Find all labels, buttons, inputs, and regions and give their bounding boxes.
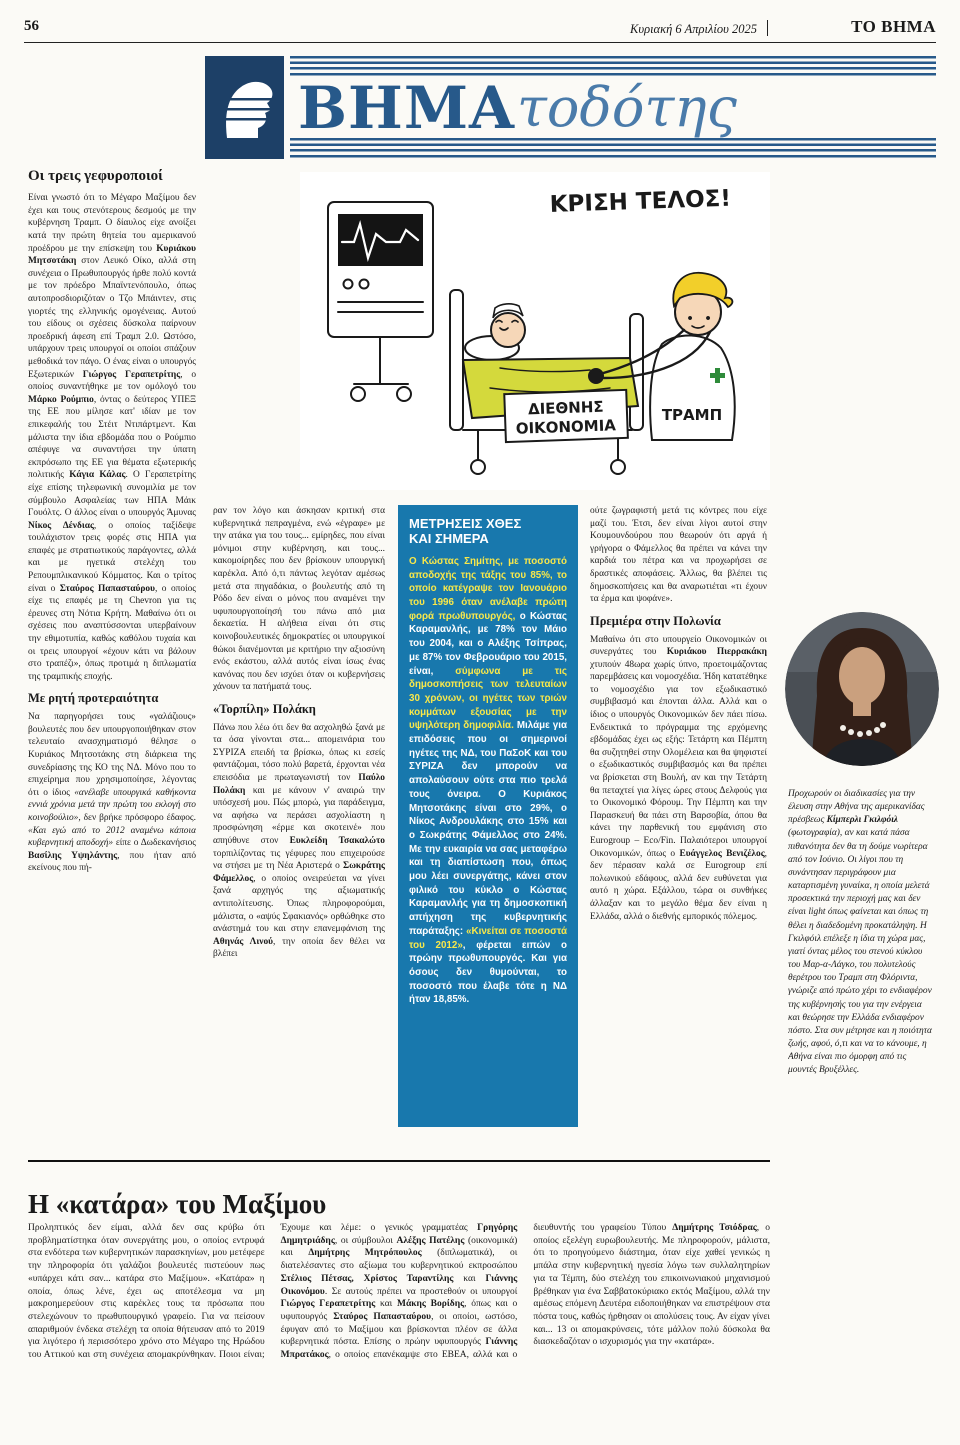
subheading-premiere-poland: Πρεμιέρα στην Πολωνία xyxy=(590,613,721,628)
masthead-logo-icon xyxy=(205,56,284,159)
page-header xyxy=(24,16,936,43)
left-column-article xyxy=(28,168,196,1166)
poll-box-body: Ο Κώστας Σημίτης, με ποσοστό αποδοχής της τάξης του 85%, το οποίο κατέγραψε τον Ιανουάριο του 1996 όταν ανέλαβε πρώτη φορά πρωθυπουργός, ο Κώστας Καραμανλής, με 78% τον Μάιο του 2004, και ο Αλέξης Τσίπρας, με 87% τον Φεβρουάριο του 2015, είναι, σύμφωνα με τις δημοσκοπήσεις των τελευταίων 30 χρόνων, οι ηγέτες των τριών κομμάτων εξουσίας με την υψηλότερη δημοφιλία. Μιλάμε για επιδόσεις που οι σημερινοί ηγέτες της ΝΔ, του ΠαΣοΚ και του ΣΥΡΙΖΑ δεν μπορούν να απολαύσουν ούτε στα πιο τρελά τους όνειρα. Ο Κυριάκος Μητσοτάκης είναι στο 29%, ο Νίκος Ανδρουλάκης στο 15% και ο Σωκράτης Φάμελλος στο 24%. Με την ευκαιρία να σας μεταφέρω και τη διαπίστωση που, όπως μου λέει συνεργάτης, κάνει στον φιλικό του κύκλο ο Κώστας Καραμανλής για τη δημοσκοπική απήχηση της κυβερνητικής παράταξης: «Κινείται σε ποσοστά του 2012», φέρεται ειπών ο πρώην πρωθυπουργός. Και για όσους δεν θυμούνται, το ποσοστό που έλαβε τότε η ΝΔ ήταν 18,85%. xyxy=(409,555,567,1006)
article-body: ραν τον λόγο και άσκησαν κριτική στα κυβερνητικά πεπραγμένα, ενώ «έγραφε» με την ατάκα για του τους... εμίρηδες, που είναι μόνιμοι στην κυβέρνηση, και τους... κακομοίρηδες που δεν βρίσκουν υπουργική καρέκλα. Από ό,τι πάντως λεγόταν αμέσως μετά στα πηγαδάκια, ο βουλευτής από τη Ρόδο δεν είναι ο μόνος που αναμένει την υφυπουργοποίησή του πάνω από μια δεκαετία. Η αλήθεια είναι ότι στις κοινοβουλευτικές δημοκρατίες οι υπουργικοί θώκοι διανέμονται με κριτήριο την αξιοσύνη ενός εκάστου, αλλά αυτός είναι ίσως ένας κανόνας που δεν ισχύει όταν οι κυβερνήσεις χάνουν τα πατήματά τους. xyxy=(213,506,385,693)
cartoon-speech-text: ΚΡΙΣΗ ΤΕΛΟΣ! xyxy=(549,185,732,218)
poll-box-heading-line2: ΚΑΙ ΣΗΜΕΡΑ xyxy=(409,530,489,546)
issue-date: Κυριακή 6 Απριλίου 2025 xyxy=(630,22,757,36)
subheading-priority: Με ρητή προτεραιότητα xyxy=(28,691,159,706)
bottom-article-body: Προληπτικός δεν είμαι, αλλά δεν σας κρύβω ότι προβληματίστηκα όταν συνεργάτης μου, ο οποίος εντρυφά στα ενδότερα των κυβερνητικών παρασκηνίων, μου μετέφερε την πληροφορία ότι γαλάζιοι βουλευτές πιστεύουν πως «υπάρχει κάτι σαν... κατάρα στο Μαξίμου». «Κατάρα» η οποία, όπως λένε, έχει ως αποτέλεσμα να μη μακροημερεύουν στις καρέκλες τους τα πρόσωπα που στελεχώνουν το πρωθυπουργικό γραφείο. Για να πείσουν απαριθμούν ένδεκα στελέχη τα οποία θήτευσαν από το 2019 για λιγότερο ή περισσότερο χρόνο στο Μέγαρο της Ηρώδου του Αττικού και στη συνέχεια απομακρύνθηκαν. Ποιοι είναι; Έχουμε και λέμε: ο γενικός γραμματέας Γρηγόρης Δημητριάδης, οι σύμβουλοι Αλέξης Πατέλης (οικονομικά) και Δημήτρης Μητρόπουλος (διπλωματικά), οι διατελέσαντες στο αξίωμα του κυβερνητικού εκπροσώπου Στέλιος Πέτσας, Χρίστος Ταραντίλης και Γιάννης Οικονόμου. Σε αυτούς πρέπει να προστεθούν οι υπουργοί Γιώργος Γεραπετρίτης και Μάκης Βορίδης, όπως και ο υφυπουργός Σταύρος Παπασταύρου, οι οποίοι, ωστόσο, έφυγαν από το Μαξίμου και βρίσκονται πλέον σε άλλα κυβερνητικά πόστα. Επίσης ο πρώην υφυπουργός Γιάννης Μπρατάκος, ο οποίος επανέκαμψε στο ΕΒΕΑ, αλλά και ο διευθυντής του γραφείου Τύπου Δημήτρης Τσιόδρας, ο οποίος εξελέγη ευρωβουλευτής. Με πληροφορούν, μάλιστα, ότι το προηγούμενο διάστημα, όταν είχε χαθεί γενικώς η μπάλα στην κυβερνητική ηγεσία λόγω των συλλαλητηρίων για τα Τέμπη, δύο στελέχη του επικοινωνιακού μηχανισμού βρέθηκαν για ένα Σαββατοκύριακο εκτός Μαξίμου, αλλά την αμέσως επόμενη Δευτέρα ειδοποιήθηκαν να επιστρέψουν στα πόστα τους, καθώς ήρθησαν οι απολύσεις τους. Αν είχαν γίνει και... 13 οι απομακρύνσεις, τότε μάλλον πολύ δύσκολα θα διασκεδαζόταν ο ισχυρισμός για την «κατάρα». xyxy=(28,1223,770,1361)
bottom-article-headline: Η «κατάρα» του Μαξίμου xyxy=(28,1189,327,1220)
masthead-banner xyxy=(290,56,936,159)
page-number: 56 xyxy=(24,18,39,34)
masthead-stripes-top xyxy=(290,56,936,77)
masthead-title-script: τοδότης xyxy=(517,77,737,138)
middle-column-a xyxy=(213,505,385,1163)
cartoon-trump-label: ΤΡΑΜΠ xyxy=(661,406,723,424)
bottom-article-rule xyxy=(28,1160,770,1162)
cartoon-bed-sign-line1: ΔΙΕΘΝΗΣ xyxy=(527,397,604,419)
article-body: Πάνω που λέω ότι δεν θα ασχοληθώ ξανά με τα όσα γίνονται στα... απομεινάρια του ΣΥΡΙΖΑ επειδή τα βρίσκω, όπως κι εσείς φαντάζομαι, τόσο πολύ βαρετά, έρχονται νέα επεισόδια με πρωταγωνιστή τον Παύλο Πολάκη και με κάνουν ν' αναιρώ την υπόσχεσή μου. Πώς μπορώ, για παράδειγμα, να αφήσω να περάσει ασχολίαστη η προσφώνηση «έρμε και σκοτεινέ» που απηύθυνε στον Ευκλείδη Τσακαλώτο τορπιλίζοντας τις γέφυρες που επιχειρούσε να στήσει με τη Νέα Αριστερά ο Σωκράτης Φάμελλος, ο οποίος ονειρεύεται να γίνει ξανά αρχηγός της αξιωματικής αντιπολίτευσης. Όπως πληροφορούμαι, μάλιστα, ο «αψύς Σφακιανός» ορθώθηκε στο ανάστημά του και στην επανεμφάνιση της Αθηνάς Λινού, την οποία δεν θέλει να βλέπει xyxy=(213,722,385,960)
article-heading: Οι τρεις γεφυροποιοί xyxy=(28,168,163,184)
article-body: Είναι γνωστό ότι το Μέγαρο Μαξίμου δεν έχει και τους στενότερους δεσμούς με την κυβέρνηση Τραμπ. Ο δίαυλος είχε ανοίξει κατά την πρώτη θητεία του αμερικανού προέδρου με την επίσκεψη του Κυριάκου Μητσοτάκη στον Λευκό Οίκο, αλλά στη συνέχεια ο Πρωθυπουργός ήρθε πολύ κοντά με τον πρόεδρο Μπαϊντενόπουλο, όπως αυτοπροσδιοριζόταν ο Τζο Μπάιντεν, στις γιορτές της ελληνικής ομογένειας. Αυτού του είδους οι σχέσεις δύσκολα παίρνουν προεδρική άφεση επί Τραμπ 2.0. Ωστόσο, υπάρχουν τρεις υπουργοί οι οποίοι σπάζουν μεθοδικά τον πάγο. Ο ένας είναι ο υπουργός Εξωτερικών Γιώργος Γεραπετρίτης, ο οποίος συναντήθηκε με τον ομόλογό του Μάρκο Ρούμπιο, όντας ο δεύτερος ΥΠΕΞ της ΕΕ που μίλησε κατ' ιδίαν με τον επικεφαλής του Στέιτ Ντιπάρτμεντ. Και μάλιστα την ίδια εβδομάδα που ο Ρούμπιο απέφυγε να συναντήσει την ύπατη εκπρόσωπο της ΕΕ για θέματα εξωτερικής πολιτικής Κάγια Κάλας. Ο Γεραπετρίτης είχε επίσης τηλεφωνική συνομιλία με τον σύμβουλο Ασφαλείας των ΗΠΑ Μάικ Γουόλτς. Ο άλλος είναι ο υπουργός Άμυνας Νίκος Δένδιας, ο οποίος ταξίδεψε τουλάχιστον τρεις φορές στις ΗΠΑ για επαφές με στρατιωτικούς παράγοντες, αλλά και με ηγετικά στελέχη του Ρεπουμπλικανικού Κόμματος. Και ο τρίτος είναι ο Σταύρος Παπασταύρου, ο οποίος είχε τις επαφές με τη Chevron για τις έρευνες στη Νότια Κρήτη. Μαθαίνω ότι οι σχέσεις που αναπτύσσονται υπερβαίνουν την εθιμοτυπία, καθώς καθόλου τυχαία και οι τρεις υπουργοί «έχουν κάτι να βάλουν στο τραπέζι», όπως προτιμά η διπλωματία της τραμπικής εποχής. xyxy=(28,193,196,682)
poll-box-heading xyxy=(409,517,567,547)
photo-caption: Προχωρούν οι διαδικασίες για την έλευση στην Αθήνα της αμερικανίδας πρέσβεως Κίμπερλι Γκιλφόιλ (φωτογραφία), αν και κατά πάσα πιθανότητα δεν θα τη δούμε νωρίτερα από τον Ιούνιο. Οι λίγοι που τη συνάντησαν περιγράφουν μια καταρτισμένη γυναίκα, η οποία μελετά προσεκτικά την περιοχή μας και δεν είναι light όπως φαίνεται και όπως τη θέλει η διαδεδομένη προκατάληψη. Η Γκιλφόιλ επέλεξε η ίδια τη χώρα μας, γιατί όντας μέλος του στενού κύκλου του Μαρ-α-Λάγκο, του πολυτελούς θερέτρου του Τραμπ στη Φλόριντα, γνώριζε από πρώτο χέρι το ενδιαφέρον της κυβέρνησής του για την ενέργεια και θεώρησε την Ελλάδα ενδιαφέρον πόστο. Στα συν μέτρησε και η ποιότητα ζωής, αφού, ό,τι και να το κάνουμε, η Αθήνα είναι πιο όμορφη από τις μουντές Βρυξέλλες. xyxy=(788,789,932,1076)
article-body: Μαθαίνω ότι στο υπουργείο Οικονομικών οι συνεργάτες του Κυριάκου Πιερρακάκη χτυπούν 48ωρα χωρίς ύπνο, προετοιμάζοντας παρεμβάσεις και νομοσχέδια. Ήδη κατατέθηκε το νομοσχέδιο για τον εξωδικαστικό συμβιβασμό και έπονται άλλα. Αλλά και ο ίδιος ο υπουργός Οικονομικών δεν πάει πίσω. Ενδεικτικά το πρόγραμμα της ερχόμενης εβδομάδας έχει ως εξής: Τετάρτη και Πέμπτη θα συζητηθεί στην Ολομέλεια και θα ψηφιστεί ο εξωδικαστικός συμβιβασμός και θα πρέπει να βρίσκεται στη Βουλή, αν και την Τετάρτη θα πεταχτεί για λίγες ώρες στους Δελφούς για το Οικονομικό Φόρουμ. Την Πέμπτη και την Παρασκευή θα πάει στη Βαρσοβία, όπου θα κάνει την παρθενική του εμφάνιση στο Eurogroup – Eco/Fin. Παλαιότεροι υπουργοί Οικονομικών, όπως ο Ευάγγελος Βενιζέλος, δεν πέρασαν καλά σε Eurogroup επί πολωνικού εδάφους, αλλά δεν ευθύνεται για αυτό η χώρα. Εξάλλου, τώρα οι συνθήκες άλλαξαν και το μεγάλο θέμα δεν είναι η Ελλάδα, αλλά ο διεθνής εμπορικός πόλεμος. xyxy=(590,634,767,922)
masthead-title-bold: ΒΗΜΑ xyxy=(298,77,516,138)
cartoon-bed-sign-line2: ΟΙΚΟΝΟΜΙΑ xyxy=(515,416,617,438)
masthead xyxy=(205,56,936,159)
masthead-title xyxy=(290,77,936,138)
portrait-photo xyxy=(785,612,939,766)
article-body: Να παρηγορήσει τους «γαλάζιους» βουλευτές που δεν υπουργοποιήθηκαν στον τελευταίο ανασχηματισμό θέλησε ο Κυριάκος Μητσοτάκης στη διάρκεια της συνεδρίασης της ΚΟ της ΝΔ. Μόνο που το επιχείρημα που χρησιμοποίησε, λέγοντας ότι ο ίδιος «ανέλαβε υπουργικά καθήκοντα εννιά χρόνια μετά την πρώτη του εκλογή στο κοινοβούλιο», δεν βρήκε πρόσφορο έδαφος. «Και εγώ από το 2012 αναμένω κάποια κυβερνητική αποδοχή» είπε ο Δωδεκανήσιος Βασίλης Υψηλάντης, που ήταν από εκείνους που πή- xyxy=(28,712,196,874)
header-divider xyxy=(767,20,768,36)
poll-measurements-box xyxy=(398,505,578,1127)
poll-box-heading-line1: ΜΕΤΡΗΣΕΙΣ ΧΘΕΣ xyxy=(409,516,522,531)
subheading-torpili-polaki: «Τορπίλη» Πολάκη xyxy=(213,701,316,716)
middle-column-c xyxy=(590,505,767,1163)
article-body: ούτε ζωγραφιστή μετά τις κόντρες που είχε μαζί του. Έτσι, δεν είναι λίγοι αυτοί στην Κουμουνδούρου που θεωρούν ότι αργά ή γρήγορα ο Φάμελλος θα πρέπει να κάνει την καρδιά του πέτρα και να προχωρήσει σε δραστικές αποφάσεις. Άλλως, θα βλέπει τις δημοσκοπήσεις και θα αναρωτιέται «τι έχουν τα έρμα και ψοφάνε». xyxy=(590,506,767,605)
editorial-cartoon xyxy=(300,172,770,490)
masthead-stripes-bottom xyxy=(290,138,936,159)
newspaper-brand: ΤΟ ΒΗΜΑ xyxy=(851,17,936,36)
